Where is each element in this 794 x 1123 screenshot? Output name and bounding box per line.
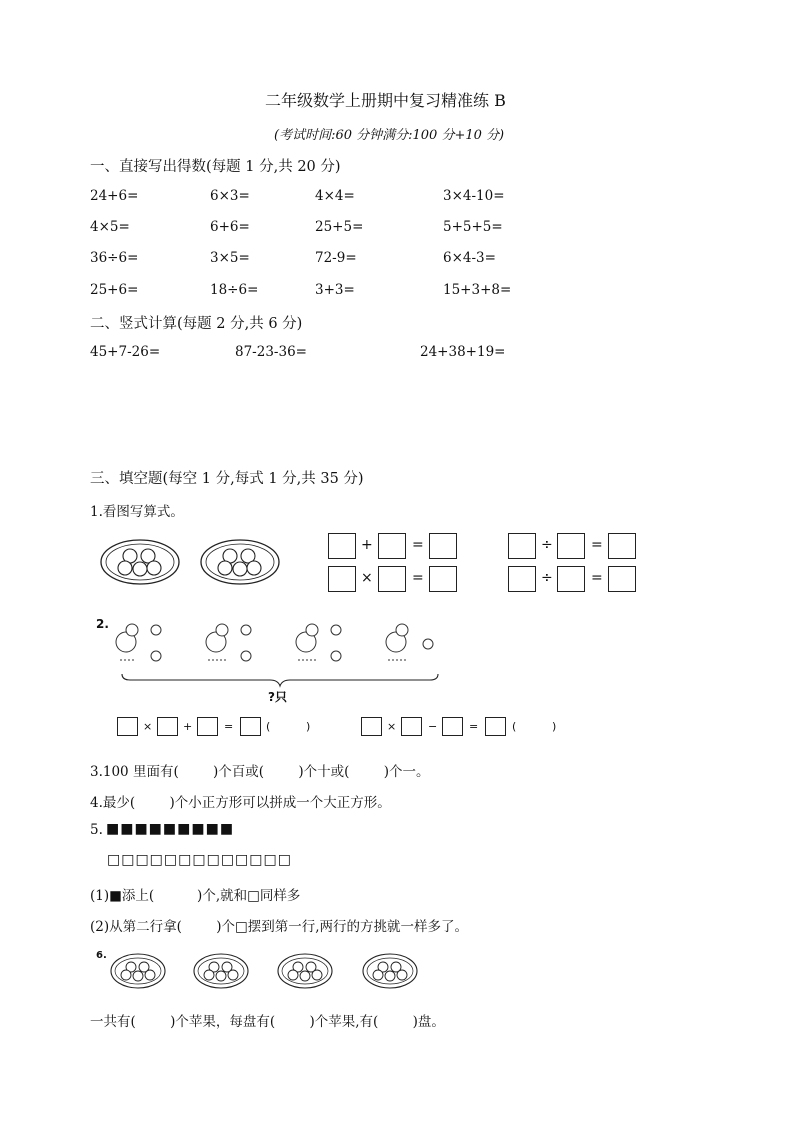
- answer-box[interactable]: [401, 717, 422, 736]
- plate-3: [278, 954, 332, 988]
- equals-sign: =: [224, 720, 234, 733]
- close-paren: ): [306, 720, 311, 733]
- q3-text: 3.100 里面有( )个百或( )个十或( )个一。: [90, 764, 430, 780]
- answer-box[interactable]: [378, 533, 406, 559]
- curly-brace: [120, 672, 440, 688]
- q5-sub1: (1)■添上( )个,就和□同样多: [90, 888, 301, 904]
- calc-item: 36÷6=: [90, 250, 139, 266]
- q6-sentence: 一共有( )个苹果，每盘有( )个苹果,有( )盘。: [90, 1014, 445, 1030]
- calc-item: 18÷6=: [210, 282, 259, 298]
- vertical-calc-item: 24+38+19=: [420, 344, 506, 360]
- open-paren: (: [266, 720, 271, 733]
- answer-box[interactable]: [608, 533, 636, 559]
- answer-box[interactable]: [608, 566, 636, 592]
- plate-4: [363, 954, 417, 988]
- answer-box[interactable]: [328, 566, 356, 592]
- calc-item: 3×5=: [210, 250, 250, 266]
- chicks-illustration: [110, 620, 450, 672]
- page-subtitle: (考试时间:60 分钟满分:100 分+10 分): [274, 128, 505, 143]
- answer-box[interactable]: [429, 566, 457, 592]
- calc-item: 6+6=: [210, 219, 250, 235]
- chick-group-4: [386, 624, 433, 660]
- answer-box[interactable]: [197, 717, 218, 736]
- q4-text: 4.最少( )个小正方形可以拼成一个大正方形。: [90, 795, 391, 811]
- q5-label: 5.: [90, 822, 103, 838]
- answer-box[interactable]: [240, 717, 261, 736]
- calc-item: 3×4-10=: [443, 188, 505, 204]
- answer-box[interactable]: [361, 717, 382, 736]
- calc-item: 25+6=: [90, 282, 139, 298]
- answer-box[interactable]: [442, 717, 463, 736]
- brace-label: ?只: [268, 690, 287, 704]
- answer-box[interactable]: [429, 533, 457, 559]
- calc-item: 24+6=: [90, 188, 139, 204]
- plate-2: [194, 954, 248, 988]
- times-sign: ×: [143, 720, 153, 733]
- chick-group-3: [296, 624, 341, 661]
- vertical-calc-item: 45+7-26=: [90, 344, 161, 360]
- plate-left: [101, 540, 179, 584]
- open-paren: (: [512, 720, 517, 733]
- plus-sign: +: [183, 720, 193, 733]
- q6-label: 6.: [96, 950, 107, 961]
- empty-squares-row: □□□□□□□□□□□□□: [107, 852, 292, 868]
- answer-box[interactable]: [508, 566, 536, 592]
- calc-item: 5+5+5=: [443, 219, 503, 235]
- plate-right: [201, 540, 279, 584]
- vertical-calc-item: 87-23-36=: [235, 344, 307, 360]
- chick-group-1: [116, 624, 161, 661]
- answer-box[interactable]: [557, 533, 585, 559]
- answer-box[interactable]: [557, 566, 585, 592]
- minus-sign: −: [428, 720, 438, 733]
- plate-1: [111, 954, 165, 988]
- filled-squares-row: ■■■■■■■■■: [106, 821, 235, 837]
- q5-sub2: (2)从第二行拿( )个□摆到第一行,两行的方挑就一样多了。: [90, 919, 469, 935]
- page-title: 二年级数学上册期中复习精准练 B: [265, 91, 506, 110]
- times-sign: ×: [387, 720, 397, 733]
- apple-plate-illustration: [100, 536, 280, 588]
- calc-item: 25+5=: [315, 219, 364, 235]
- answer-box[interactable]: [117, 717, 138, 736]
- answer-box[interactable]: [485, 717, 506, 736]
- q1-label: 1.看图写算式。: [90, 504, 184, 520]
- calc-item: 4×5=: [90, 219, 130, 235]
- plus-sign: +: [361, 537, 373, 553]
- section3-heading: 三、填空题(每空 1 分,每式 1 分,共 35 分): [90, 471, 364, 487]
- answer-box[interactable]: [378, 566, 406, 592]
- equals-sign: =: [591, 570, 603, 586]
- section1-heading: 一、直接写出得数(每题 1 分,共 20 分): [90, 159, 341, 175]
- answer-box[interactable]: [328, 533, 356, 559]
- answer-box[interactable]: [157, 717, 178, 736]
- equals-sign: =: [412, 537, 424, 553]
- q2-label: 2.: [96, 617, 109, 631]
- times-sign: ×: [361, 570, 373, 586]
- section2-heading: 二、竖式计算(每题 2 分,共 6 分): [90, 316, 303, 332]
- answer-box[interactable]: [508, 533, 536, 559]
- chick-group-2: [206, 624, 251, 661]
- equals-sign: =: [412, 570, 424, 586]
- equals-sign: =: [469, 720, 479, 733]
- calc-item: 72-9=: [315, 250, 357, 266]
- divide-sign: ÷: [541, 537, 553, 553]
- close-paren: ): [552, 720, 557, 733]
- calc-item: 4×4=: [315, 188, 355, 204]
- calc-item: 3+3=: [315, 282, 355, 298]
- equals-sign: =: [591, 537, 603, 553]
- divide-sign: ÷: [541, 570, 553, 586]
- calc-item: 15+3+8=: [443, 282, 512, 298]
- calc-item: 6×3=: [210, 188, 250, 204]
- apple-plates-row: [110, 952, 425, 990]
- calc-item: 6×4-3=: [443, 250, 496, 266]
